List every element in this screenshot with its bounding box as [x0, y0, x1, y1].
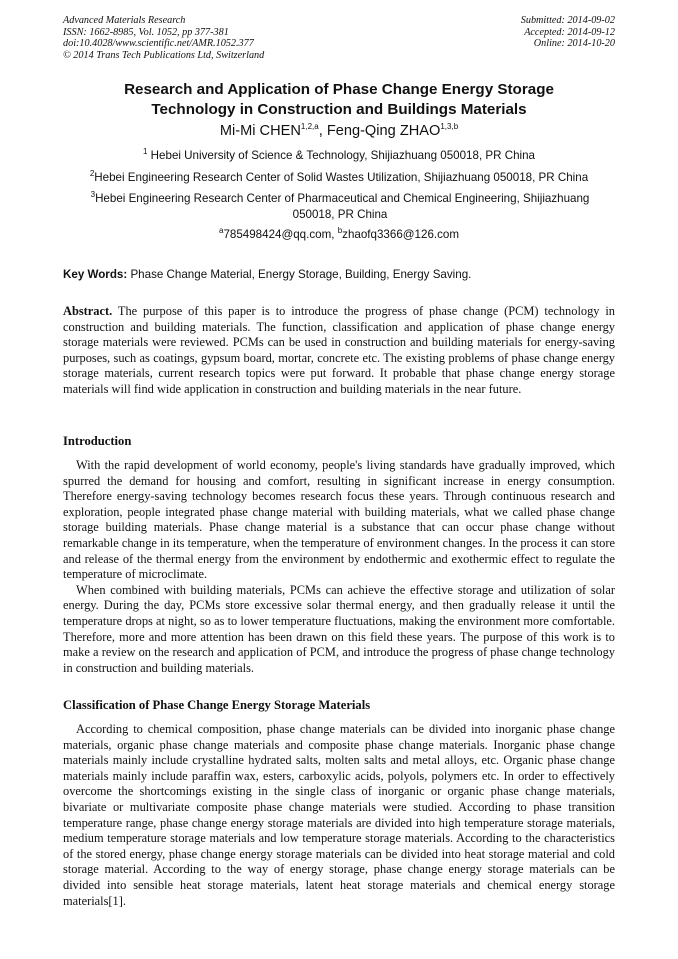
- email-a-mark: a: [218, 226, 224, 236]
- journal-header-right: [521, 15, 615, 50]
- online-date: Online: 2014-10-20: [533, 38, 615, 49]
- classification-heading: Classification of Phase Change Energy Storage Materials: [63, 698, 371, 712]
- affiliation-1-text: Hebei University of Science & Technology, Shijiazhuang 050018, PR China: [147, 149, 535, 162]
- author-1: Mi-Mi CHEN: [219, 123, 301, 139]
- title-line-1: Research and Application of Phase Change Energy Storage: [124, 81, 554, 98]
- introduction-paragraph-1: With the rapid development of world economy, people's living standards have gradually improved, which spurred the demand for housing and comfort, resulting in significant increase in energy consumption. Therefore energy-saving technology becomes research focus these years. Through continuous research and exploration, people integrated phase change material with building materials, what we called phase change storage building materials. Phase change material is a substance that can occur phase change without remarkable change in its temperature, when the temperature of environment changes. In the process it can store and release of the thermal energy from the environment by endothermic and exothermic effect to regulate the temperature of microclimate.: [63, 458, 615, 582]
- keywords: [63, 267, 615, 283]
- title-line-2: Technology in Construction and Buildings Materials: [151, 101, 527, 118]
- abstract-text: The purpose of this paper is to introduce the progress of phase change (PCM) technology in construction and building materials. The function, classification and application of phase change energy storage materials were reviewed. PCMs can be used in construction and building materials for energy-saving purposes, such as coatings, gypsum board, mortar, concrete etc. The existing problems of phase change energy storage materials, current research topics were put forward. It probable that phase change energy storage materials will find wide application in construction and building materials in the near future.: [63, 304, 615, 396]
- affiliation-3-mark: 3: [90, 190, 96, 200]
- journal-doi: doi:10.4028/www.scientific.net/AMR.1052.377: [63, 38, 254, 49]
- affiliation-2-mark: 2: [89, 169, 95, 179]
- affiliation-3-text: Hebei Engineering Research Center of Pharmaceutical and Chemical Engineering, Shijiazhuang 050018, PR China: [95, 192, 590, 221]
- journal-name: Advanced Materials Research: [63, 15, 186, 26]
- keywords-label: Key Words:: [63, 268, 128, 281]
- affiliation-1-mark: 1: [143, 147, 148, 157]
- keywords-text: Phase Change Material, Energy Storage, Building, Energy Saving.: [127, 268, 472, 281]
- author-2: Feng-Qing ZHAO: [326, 123, 441, 139]
- accepted-date: Accepted: 2014-09-12: [524, 26, 615, 38]
- email-a[interactable]: 785498424@qq.com: [223, 228, 332, 241]
- affiliation-1: [63, 148, 615, 164]
- affiliation-2-text: Hebei Engineering Research Center of Solid Wastes Utilization, Shijiazhuang 050018, PR China: [94, 171, 589, 184]
- affiliation-3: [90, 191, 590, 223]
- email-b[interactable]: zhaofq3366@126.com: [342, 228, 460, 241]
- introduction-paragraph-2: When combined with building materials, PCMs can achieve the effective storage and utilization of solar energy. During the day, PCMs store excessive solar thermal energy, and then gradually release it until the temperature drops at night, so as to lower temperature fluctuations, making the environment more comfortable. Therefore, more and more attention has been drawn on this field these years. The purpose of this work is to make a review on the research and application of PCM, and introduce the progress of phase change technology in construction and building materials.: [63, 582, 615, 675]
- classification-body: [63, 722, 615, 909]
- submitted-date: Submitted: 2014-09-02: [520, 15, 615, 26]
- author-separator: ,: [318, 123, 327, 139]
- abstract: [63, 304, 615, 398]
- journal-issn: ISSN: 1662-8985, Vol. 1052, pp 377-381: [63, 26, 229, 38]
- author-2-affil: 1,3,b: [440, 122, 459, 132]
- journal-copyright: © 2014 Trans Tech Publications Ltd, Switzerland: [63, 49, 265, 61]
- author-list: [63, 121, 615, 141]
- introduction-heading: Introduction: [63, 434, 132, 448]
- introduction-body: [63, 458, 615, 676]
- paper-title: [63, 80, 615, 120]
- email-separator: ,: [331, 228, 338, 241]
- classification-paragraph-1: According to chemical composition, phase change materials can be divided into inorganic phase change materials, organic phase change materials and composite phase change materials. Inorganic phase change materials mainly include crystalline hydrated salts, molten salts and metal alloys, etc. Organic phase change materials mainly include paraffin wax, esters, carboxylic acids, polyols, polymers etc. In order to effectively overcome the shortcomings existing in the single class of inorganic or organic phase change materials, bivariate or multivariate composite phase change materials were studied. According to phase transition temperature range, phase change energy storage materials are divided into high temperature storage materials, medium temperature storage materials and low temperature storage materials. According to the characteristics of the stored energy, phase change energy storage materials can be divided into heat storage material and cold storage material. According to the way of energy storage, phase change energy storage materials can be divided into sensible heat storage materials, latent heat storage materials and chemical energy storage materials[1].: [63, 722, 615, 908]
- affiliation-2: [63, 170, 615, 186]
- email-b-mark: b: [337, 226, 343, 236]
- author-1-affil: 1,2,a: [300, 122, 319, 132]
- journal-header-left: [63, 15, 264, 61]
- abstract-label: Abstract.: [63, 304, 113, 318]
- author-emails: [63, 227, 615, 243]
